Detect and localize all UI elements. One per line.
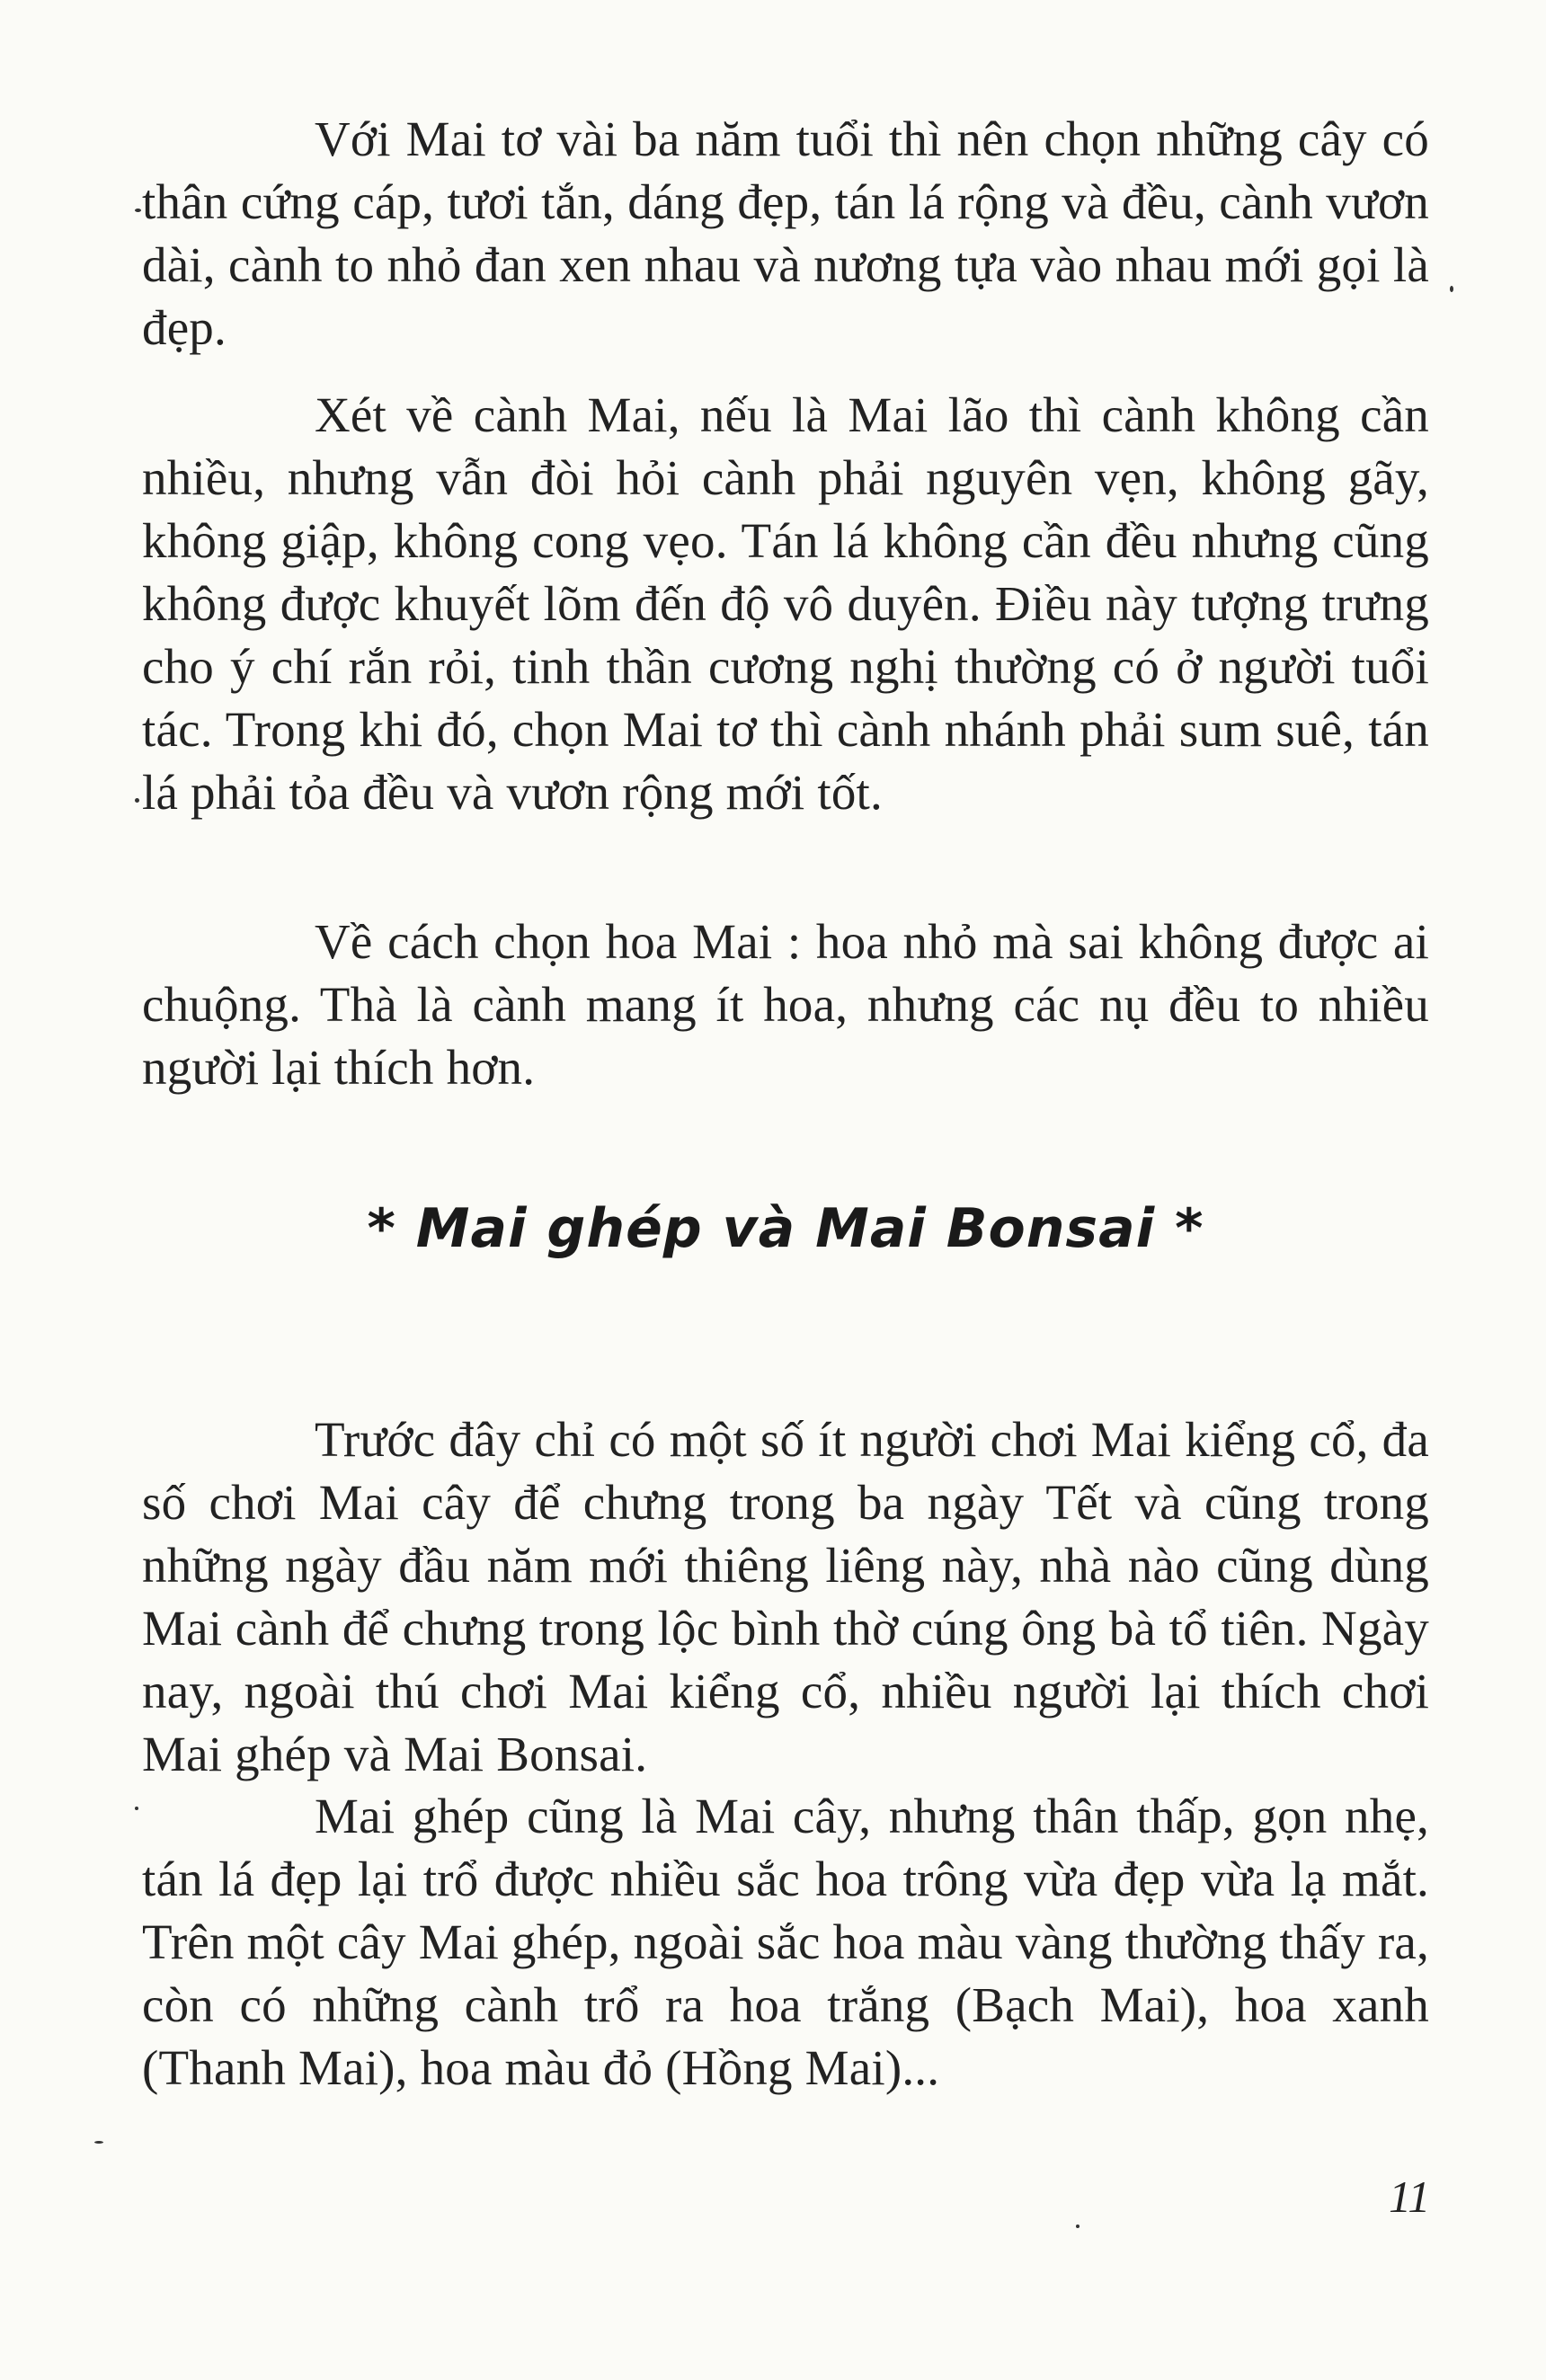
paragraph-1: Với Mai tơ vài ba năm tuổi thì nên chọn những cây có thân cứng cáp, tươi tắn, dáng đẹp, tán lá rộng và đều, cành vươn dài, cành to nhỏ đan xen nhau và nương tựa vào nhau mới gọi là đẹp. <box>142 111 1429 355</box>
margin-speck <box>135 798 139 803</box>
section-heading: * Mai ghép và Mai Bonsai * <box>367 1197 1204 1260</box>
page-number: 11 <box>1389 2171 1431 2222</box>
margin-speck <box>1076 2225 1080 2228</box>
margin-speck <box>135 209 141 212</box>
paragraph-3: Về cách chọn hoa Mai : hoa nhỏ mà sai không được ai chuộng. Thà là cành mang ít hoa, nhưng các nụ đều to nhiều người lại thích hơn. <box>142 914 1429 1095</box>
paragraph-4: Trước đây chỉ có một số ít người chơi Mai kiểng cổ, đa số chơi Mai cây để chưng trong ba ngày Tết và cũng trong những ngày đầu năm mới thiêng liêng này, nhà nào cũng dùng Mai cành để chưng trong lộc bình thờ cúng ông bà tổ tiên. Ngày nay, ngoài thú chơi Mai kiểng cổ, nhiều người lại thích chơi Mai ghép và Mai Bonsai. <box>142 1412 1429 1781</box>
margin-speck <box>1450 286 1453 292</box>
paragraph-5: Mai ghép cũng là Mai cây, nhưng thân thấp, gọn nhẹ, tán lá đẹp lại trổ được nhiều sắc hoa trông vừa đẹp vừa lạ mắt. Trên một cây Mai ghép, ngoài sắc hoa màu vàng thường thấy ra, còn có những cành trổ ra hoa trắng (Bạch Mai), hoa xanh (Thanh Mai), hoa màu đỏ (Hồng Mai)... <box>142 1789 1429 2095</box>
margin-speck <box>135 1807 138 1810</box>
paragraph-2: Xét về cành Mai, nếu là Mai lão thì cành không cần nhiều, nhưng vẫn đòi hỏi cành phải nguyên vẹn, không gãy, không giập, không cong vẹo. Tán lá không cần đều nhưng cũng không được khuyết lõm đến độ vô duyên. Điều này tượng trưng cho ý chí rắn rỏi, tinh thần cương nghị thường có ở người tuổi tác. Trong khi đó, chọn Mai tơ thì cành nhánh phải sum suê, tán lá phải tỏa đều và vươn rộng mới tốt. <box>142 387 1429 820</box>
margin-speck <box>94 2141 103 2144</box>
